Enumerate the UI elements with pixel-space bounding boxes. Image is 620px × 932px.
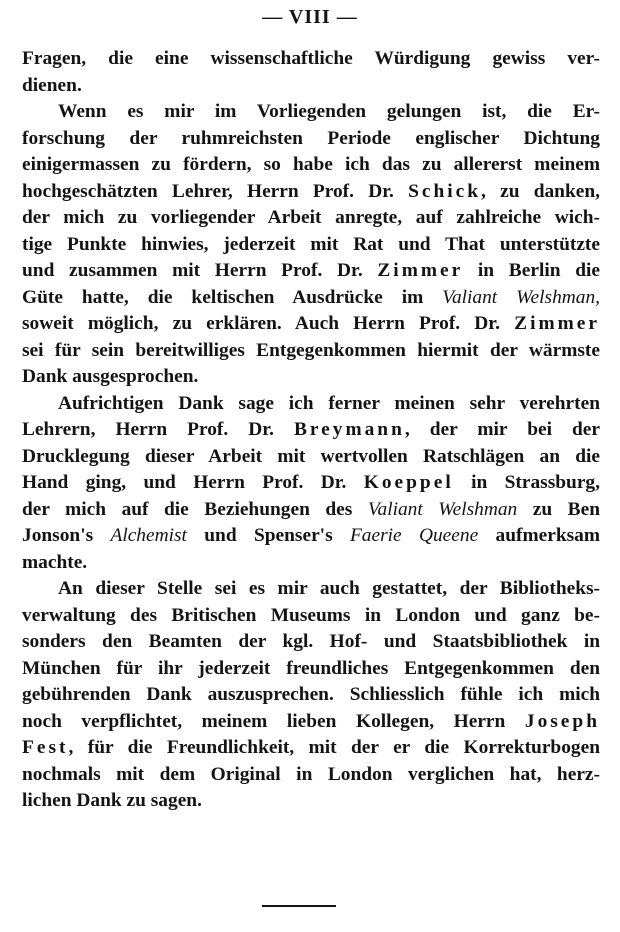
text-line [22, 126, 600, 153]
text-line [22, 444, 600, 471]
text-run: der mich auf die Beziehungen des [22, 498, 368, 520]
text-line [22, 99, 600, 126]
text-line [22, 603, 600, 630]
text-run: Drucklegung dieser Arbeit mit wertvollen Ratschlägen an die [22, 445, 600, 467]
text-line [22, 285, 600, 312]
text-run: zu Ben [517, 498, 600, 520]
text-line [22, 311, 600, 338]
text-run: tige Punkte hinwies, jederzeit mit Rat und That unterstützte [22, 233, 600, 255]
text-line [22, 232, 600, 259]
text-run: nochmals mit dem Original in London verglichen hat, herz- [22, 763, 600, 785]
spaced-name: Schick [408, 180, 482, 202]
italic-title: Alchemist [110, 525, 187, 546]
text-run: sei für sein bereitwilliges Entgegenkommen hiermit der wärmste [22, 339, 600, 361]
text-line [22, 46, 600, 73]
text-run: München für ihr jederzeit freundliches Entgegenkommen den [22, 657, 600, 679]
text-line [22, 258, 600, 285]
text-run: hochgeschätzten Lehrer, Herrn Prof. Dr. [22, 180, 409, 202]
text-line [22, 576, 600, 603]
text-line [22, 417, 600, 444]
text-run: Lehrern, Herrn Prof. Dr. [22, 419, 294, 440]
text-run: Aufrichtigen Dank sage ich ferner meinen sehr verehrten [58, 392, 600, 414]
text-line [22, 682, 600, 709]
spaced-name: Fest [22, 737, 69, 758]
text-run: Hand ging, und Herrn Prof. Dr. [22, 472, 364, 493]
text-line [22, 338, 600, 365]
spaced-name: Zimmer [377, 260, 464, 281]
page-number: — VIII — [262, 6, 358, 28]
text-run: verwaltung des Britischen Museums in London und ganz be- [22, 604, 600, 626]
text-run: forschung der ruhmreichsten Periode englischer Dichtung [22, 127, 600, 149]
text-line [22, 73, 600, 100]
text-line [22, 656, 600, 683]
text-line [22, 788, 600, 815]
paragraph [22, 46, 600, 99]
body-text [22, 46, 600, 815]
italic-title: Faerie Queene [349, 525, 479, 546]
italic-title: Valiant Welshman, [442, 286, 601, 308]
text-line [22, 179, 600, 206]
text-run: Dank ausgesprochen. [22, 366, 199, 387]
text-run: soweit möglich, zu erklären. Auch Herrn Prof. Dr. [22, 313, 515, 334]
text-line [22, 735, 600, 762]
text-run: , für die Freundlichkeit, mit der er die Korrekturbogen [68, 737, 600, 758]
spaced-name: Breymann [293, 419, 405, 440]
text-run: Wenn es mir im Vorliegenden gelungen ist, die Er- [58, 101, 600, 122]
text-run: Güte hatte, die keltischen Ausdrücke im [22, 286, 443, 308]
text-line [22, 470, 600, 497]
paragraph [22, 99, 600, 391]
text-run: in Strassburg, [453, 472, 600, 493]
text-line [22, 762, 600, 789]
paragraph [22, 391, 600, 577]
text-run: sonders den Beamten der kgl. Hof- und Staatsbibliothek in [22, 631, 600, 652]
text-run: An dieser Stelle sei es mir auch gestattet, der Bibliotheks- [58, 578, 600, 599]
text-run: und Spenser's [186, 525, 350, 546]
paragraph [22, 576, 600, 815]
text-line [22, 629, 600, 656]
text-run: Fragen, die eine wissenschaftliche Würdigung gewiss ver- [22, 48, 600, 69]
text-line [22, 152, 600, 179]
text-line [22, 550, 600, 577]
text-run: noch verpflichtet, meinem lieben Kollegen, Herrn [22, 710, 525, 732]
footer-rule [262, 905, 336, 907]
text-run: und zusammen mit Herrn Prof. Dr. [22, 260, 378, 281]
text-line [22, 391, 600, 418]
text-line [22, 364, 600, 391]
text-run: , zu danken, [481, 180, 600, 202]
text-run: lichen Dank zu sagen. [22, 790, 202, 811]
text-line [22, 523, 600, 550]
italic-title: Valiant Welshman [367, 498, 518, 520]
text-run: dienen. [22, 74, 82, 96]
text-run: Jonson's [22, 525, 111, 546]
text-run: , der mir bei der [404, 419, 600, 440]
spaced-name: Zimmer [514, 313, 600, 334]
text-run: einigermassen zu fördern, so habe ich das zu allererst meinem [22, 154, 600, 175]
text-run: in Berlin die [463, 260, 600, 281]
spaced-name: Koeppel [363, 472, 454, 493]
text-line [22, 497, 600, 524]
spaced-name: Joseph [524, 710, 600, 732]
text-line [22, 709, 600, 736]
text-run: machte. [22, 551, 88, 573]
text-run: aufmerksam [478, 525, 601, 546]
text-run: der mich zu vorliegender Arbeit anregte, auf zahlreiche wich- [22, 207, 600, 228]
text-run: gebührenden Dank auszusprechen. Schliesslich fühle ich mich [22, 684, 600, 705]
text-line [22, 205, 600, 232]
